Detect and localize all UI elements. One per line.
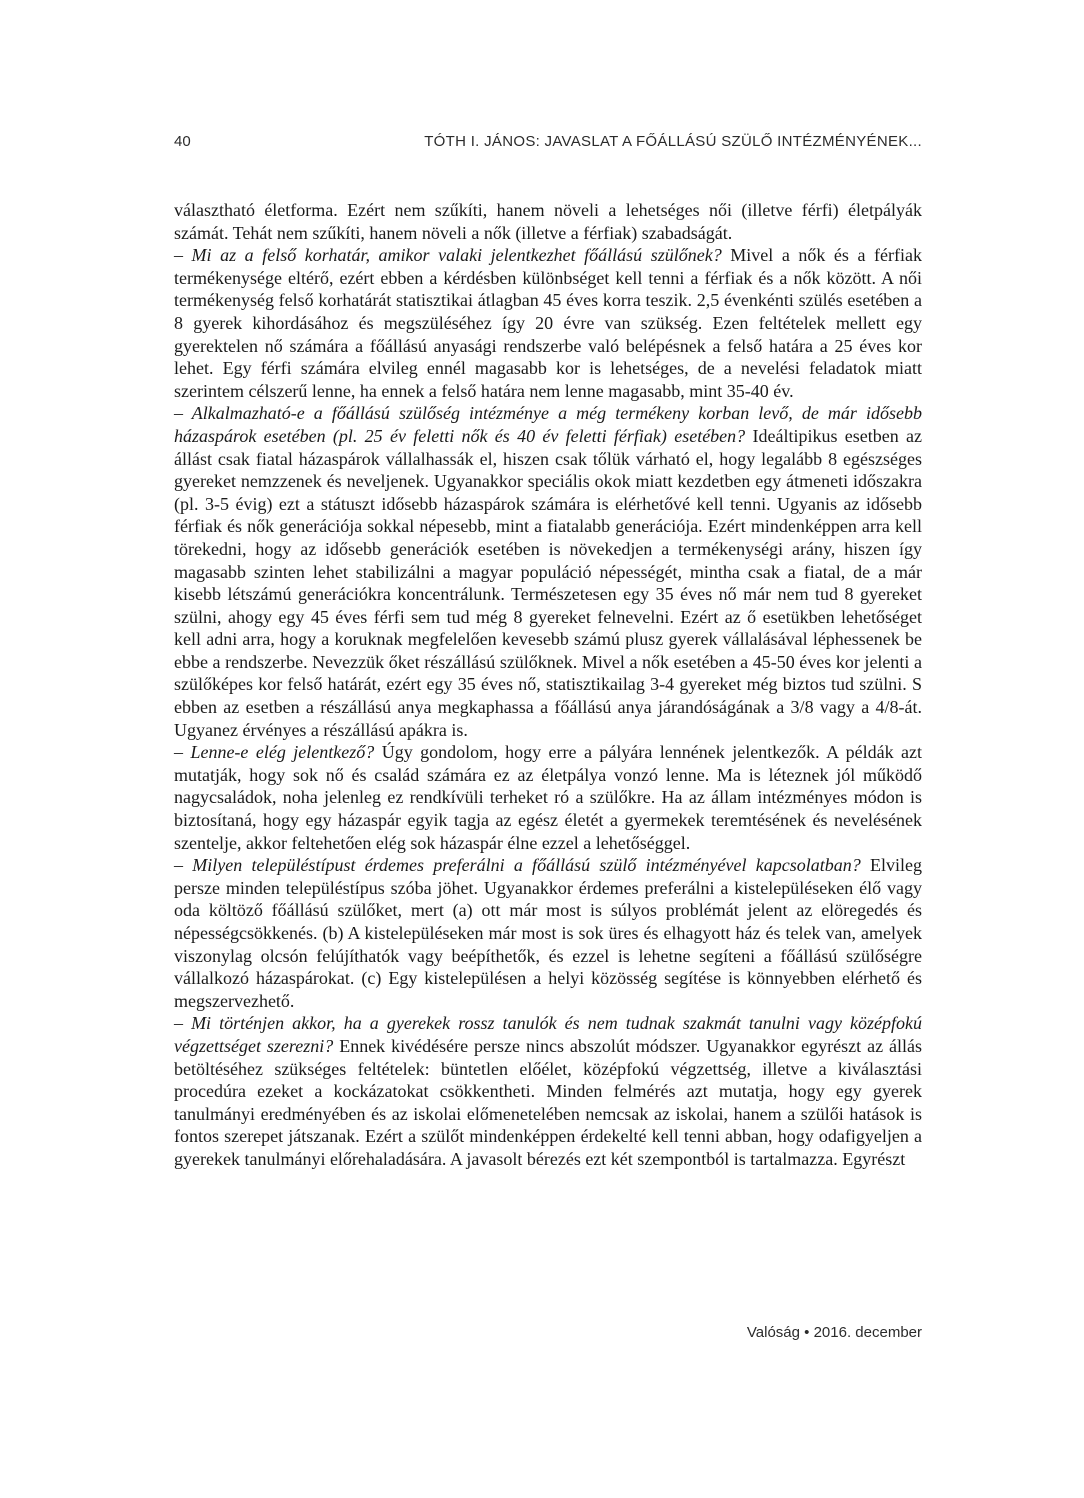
paragraph: [174, 244, 922, 402]
paragraph-question: – Mi történjen akkor, ha a gyerekek rossz tanulók és nem tudnak szakmát tanulni vagy középfokú végzettséget szerezni?: [174, 1013, 922, 1056]
paragraph: [174, 741, 922, 854]
paragraph-question: – Lenne-e elég jelentkező?: [174, 742, 375, 763]
paragraph: [174, 1012, 922, 1170]
paragraph: [174, 402, 922, 741]
journal-name: Valóság: [746, 1324, 800, 1341]
page-footer: [747, 1324, 922, 1341]
paragraph-question: – Alkalmazható-e a főállású szülőség intézménye a még termékeny korban levő, de már idősebb házaspárok esetében (pl. 25 év feletti nők és 40 év feletti férfiak) esetében?: [174, 403, 922, 446]
paragraph: [174, 854, 922, 1012]
paragraph-text: Mivel a nők és a férfiak termékenysége eltérő, ezért ebben a kérdésben különbséget kell tenni a férfiak és a nők között. A női termékenység felső korhatárát statisztikai átlagban 45 éves korra teszik. 2,5 évenkénti szülés esetében a 8 gyerek kihordásához és megszüléséhez így 20 évre van szükség. Ezen feltételek mellett egy gyerektelen nő számára a főállású anyasági rendszerbe való belépésnek a felső határa a 25 éves kor lehet. Egy férfi számára elvileg ennél magasabb kor is lehetséges, de a nevelési feladatok miatt szerintem célszerű lenne, ha ennek a felső határa nem lenne magasabb, mint 35-40 év.: [174, 245, 922, 401]
footer-separator: •: [804, 1324, 810, 1341]
running-title: TÓTH I. JÁNOS: JAVASLAT A FŐÁLLÁSÚ SZÜLŐ INTÉZMÉNYÉNEK...: [424, 133, 922, 150]
paragraph-text: választható életforma. Ezért nem szűkíti, hanem növeli a lehetséges női (illetve férfi) életpályák számát. Tehát nem szűkíti, hanem növeli a nők (illetve a férfiak) szabadságát.: [174, 200, 922, 243]
issue-date: 2016. december: [813, 1324, 922, 1341]
paragraph-text: Elvileg persze minden településtípus szóba jöhet. Ugyanakkor érdemes preferálni a kistelepüléseken élő vagy oda költöző főállású szülőket, mert (a) ott már most is súlyos problémát jelent az elöregedés és népességcsökkenés. (b) A kistelepüléseken már most is sok üres és elhagyott ház és telek van, amelyek viszonylag olcsón felújíthatók vagy beépíthetők, és ezzel is lehetne segíteni a főállású szülőségre vállalkozó házaspárokat. (c) Egy kistelepülésen a helyi közösség segítése is könnyebben elérhető és megszervezhető.: [174, 855, 922, 1011]
paragraph-question: – Milyen településtípust érdemes preferálni a főállású szülő intézményével kapcsolatban?: [174, 855, 861, 876]
page-header: [174, 133, 922, 157]
paragraph-question: – Mi az a felső korhatár, amikor valaki jelentkezhet főállású szülőnek?: [174, 245, 722, 266]
article-body: [174, 199, 922, 1171]
page-number: 40: [174, 133, 191, 150]
paragraph-text: Ennek kivédésére persze nincs abszolút módszer. Ugyanakkor egyrészt az állás betöltéséhez szükséges feltételek: büntetlen előélet, középfokú végzettség, illetve a kiválasztási procedúra ezeket a kockázatokat csökkentheti. Minden felmérés azt mutatja, hogy egy gyerek tanulmányi eredményében és az iskolai előmenetelében nemcsak az iskolai, hanem a szülői hatások is fontos szerepet játszanak. Ezért a szülőt mindenképpen érdekelté kell tenni abban, hogy odafigyeljen a gyerekek tanulmányi előrehaladására. A javasolt bérezés ezt két szempontból is tartalmazza. Egyrészt: [174, 1035, 923, 1169]
paragraph: [174, 199, 922, 244]
paragraph-text: Ideáltipikus esetben az állást csak fiatal házaspárok vállalhassák el, hiszen csak tőlük várható el, hogy legalább 8 egészséges gyereket nemzzenek és neveljenek. Ugyanakkor speciális okok miatt kezdetben egy átmeneti időszakra (pl. 3-5 évig) ezt a státuszt idősebb házaspárok számára is elérhetővé kell tenni. Ugyanis az idősebb férfiak és nők generációja sokkal népesebb, mint a fiatalabb generációja. Ezért mindenképpen arra kell törekedni, hogy az idősebb generációk esetében is növekedjen a termékenységi arány, hiszen így magasabb szinten lehet stabilizálni a magyar populáció népességét, mintha csak a fiatal, de a már kisebb létszámú generációkra koncentrálunk. Természetesen egy 35 éves nő már nem tud 8 gyereket szülni, ahogy egy 45 éves férfi sem tud még 8 gyereket felnevelni. Ezért az ő esetükben lehetőséget kell adni arra, hogy a koruknak megfelelően kevesebb számú plusz gyerek vállalásával léphessenek be ebbe a rendszerbe. Nevezzük őket részállású szülőknek. Mivel a nők esetében a 45-50 éves kor jelenti a szülőképes kor felső határát, ezért egy 35 éves nő, statisztikailag 3-4 gyereket még biztos tud szülni. S ebben az esetben a részállású anya megkaphassa a főállású anya járandóságának a 3/8 vagy a 4/8-át. Ugyanez érvényes a részállású apákra is.: [174, 425, 922, 740]
paragraph-text: Úgy gondolom, hogy erre a pályára lennének jelentkezők. A példák azt mutatják, hogy sok nő és család számára ez az életpálya vonzó lenne. Ma is léteznek jól működő nagycsaládok, noha jelenleg ez rendkívüli terheket ró a szülőkre. Ha az állam intézményes módon is biztosítaná, hogy egy házaspár egyik tagja az egész életét a gyermekek teremtésének és nevelésének szentelje, akkor feltehetően elég sok házaspár élne ezzel a lehetőséggel.: [174, 742, 922, 853]
